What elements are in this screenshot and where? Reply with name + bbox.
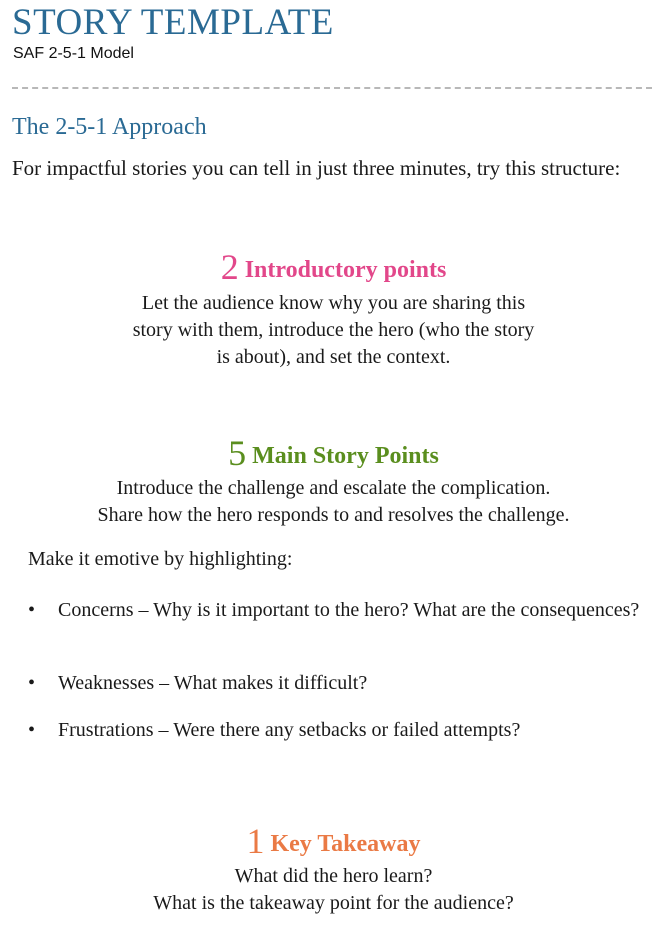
step-description-line: Introduce the challenge and escalate the complication. [116,477,551,499]
emotive-lead: Make it emotive by highlighting: [28,548,293,570]
step-main-story [0,432,667,529]
step-heading [0,432,667,474]
bullet-icon: • [28,719,36,741]
step-title: Key Takeaway [270,831,421,857]
step-description [0,863,667,917]
step-heading [0,246,667,288]
list-item-text: Weaknesses – What makes it difficult? [58,672,368,694]
page-title: STORY TEMPLATE [12,2,334,43]
step-description-line: Let the audience know why you are sharing this [141,292,526,314]
list-item-text: Concerns – Why is it important to the hero? What are the consequences? [58,599,640,621]
bullet-icon: • [28,672,36,694]
section-title: The 2-5-1 Approach [12,114,207,140]
step-description-line: What is the takeaway point for the audience? [153,892,514,914]
intro-paragraph: For impactful stories you can tell in just three minutes, try this structure: [12,156,621,180]
bullet-icon: • [28,599,36,621]
step-number: 5 [228,433,247,473]
step-description [0,475,667,529]
step-description [0,290,667,371]
step-heading [0,820,667,862]
list-item-text: Frustrations – Were there any setbacks or failed attempts? [58,719,521,741]
step-title: Main Story Points [252,443,439,469]
step-introductory [0,246,667,371]
step-key-takeaway [0,820,667,917]
step-title: Introductory points [244,257,447,283]
dashed-divider [12,87,652,89]
step-number: 1 [246,821,265,861]
step-description-line: Share how the hero responds to and resolves the challenge. [97,504,570,526]
page-subtitle: SAF 2-5-1 Model [13,45,134,62]
step-description-line: What did the hero learn? [234,865,433,887]
step-description-line: story with them, introduce the hero (who the story [132,319,535,341]
step-number: 2 [220,247,239,287]
step-description-line: is about), and set the context. [216,346,451,368]
